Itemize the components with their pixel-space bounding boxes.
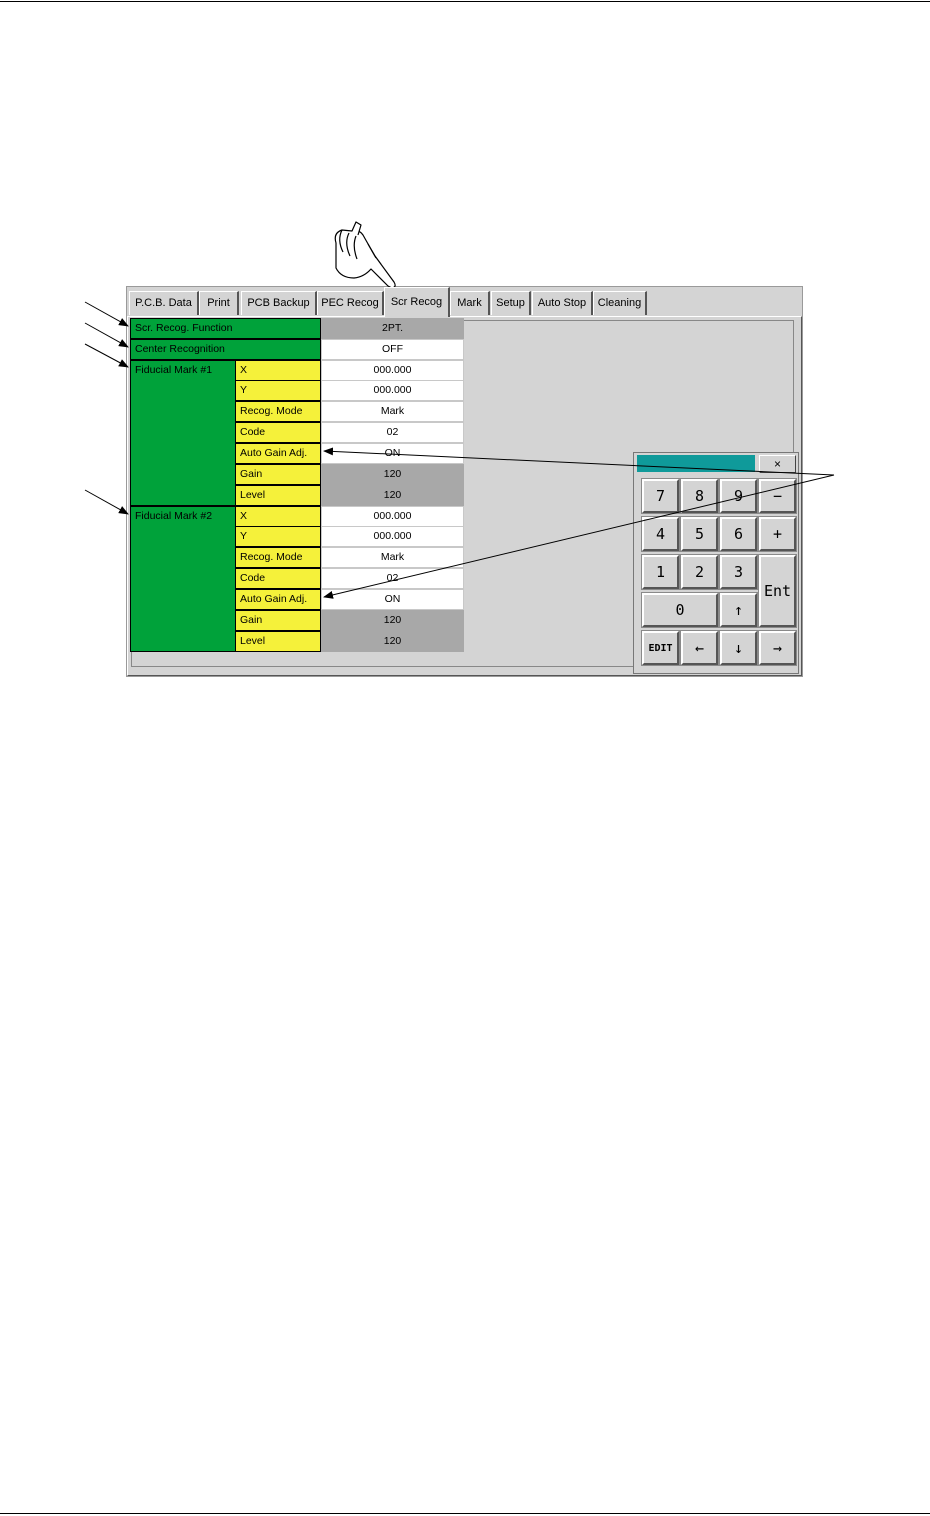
fm2-level-label: Level	[235, 631, 321, 652]
tab-print[interactable]: Print	[199, 291, 239, 315]
callout-arrow-scr-recog-function	[85, 302, 128, 326]
tab-cleaning[interactable]: Cleaning	[593, 291, 647, 315]
fm2-y-value[interactable]: 000.000	[321, 526, 464, 547]
center-recognition-label: Center Recognition	[130, 339, 321, 360]
key-minus[interactable]: −	[759, 479, 796, 513]
fm1-level-label: Level	[235, 485, 321, 506]
key-0[interactable]: 0	[642, 593, 718, 627]
callout-arrow-fiducial-mark-2	[85, 490, 128, 514]
fm1-code-value[interactable]: 02	[321, 422, 464, 443]
center-recognition-value[interactable]: OFF	[321, 339, 464, 360]
tab-setup[interactable]: Setup	[491, 291, 531, 315]
tab-pec-recog[interactable]: PEC Recog	[317, 291, 384, 315]
fm2-recog-mode-value[interactable]: Mark	[321, 547, 464, 568]
fm1-gain-value[interactable]: 120	[321, 464, 464, 485]
tab-auto-stop[interactable]: Auto Stop	[532, 291, 593, 315]
pointing-hand-icon	[335, 222, 395, 288]
tab-scr-recog[interactable]: Scr Recog	[384, 287, 450, 317]
tab-mark[interactable]: Mark	[450, 291, 490, 315]
scr-recog-function-value[interactable]: 2PT.	[321, 318, 464, 339]
keypad-title-bar[interactable]	[637, 455, 755, 472]
fm2-level-value[interactable]: 120	[321, 631, 464, 652]
key-2[interactable]: 2	[681, 555, 718, 589]
key-left-arrow[interactable]: ←	[681, 631, 718, 665]
tab-pcb-data[interactable]: P.C.B. Data	[129, 291, 199, 315]
key-enter[interactable]: Ent	[759, 555, 796, 627]
key-plus[interactable]: +	[759, 517, 796, 551]
tab-strip	[127, 287, 802, 317]
key-5[interactable]: 5	[681, 517, 718, 551]
fm1-gain-label: Gain	[235, 464, 321, 485]
key-4[interactable]: 4	[642, 517, 679, 551]
fm2-code-value[interactable]: 02	[321, 568, 464, 589]
fm1-y-label: Y	[235, 380, 321, 401]
tab-pcb-backup[interactable]: PCB Backup	[241, 291, 317, 315]
key-right-arrow[interactable]: →	[759, 631, 796, 665]
fm2-x-value[interactable]: 000.000	[321, 506, 464, 527]
fiducial-mark-1-label: Fiducial Mark #1	[130, 360, 236, 506]
numeric-keypad	[633, 452, 799, 674]
top-rule	[0, 1, 930, 2]
fm2-gain-label: Gain	[235, 610, 321, 631]
key-9[interactable]: 9	[720, 479, 757, 513]
fm1-y-value[interactable]: 000.000	[321, 380, 464, 401]
fm2-recog-mode-label: Recog. Mode	[235, 547, 321, 568]
callout-arrow-fiducial-mark-1	[85, 344, 128, 367]
fm1-recog-mode-value[interactable]: Mark	[321, 401, 464, 422]
key-8[interactable]: 8	[681, 479, 718, 513]
key-up-arrow[interactable]: ↑	[720, 593, 757, 627]
fm2-code-label: Code	[235, 568, 321, 589]
fm1-auto-gain-value[interactable]: ON	[321, 443, 464, 464]
callout-arrow-center-recognition	[85, 323, 128, 347]
fm1-recog-mode-label: Recog. Mode	[235, 401, 321, 422]
key-1[interactable]: 1	[642, 555, 679, 589]
fm1-code-label: Code	[235, 422, 321, 443]
fm2-x-label: X	[235, 506, 321, 527]
bottom-rule	[0, 1513, 930, 1514]
key-6[interactable]: 6	[720, 517, 757, 551]
fiducial-mark-2-label: Fiducial Mark #2	[130, 506, 236, 652]
fm2-auto-gain-value[interactable]: ON	[321, 589, 464, 610]
key-down-arrow[interactable]: ↓	[720, 631, 757, 665]
fm1-auto-gain-label: Auto Gain Adj.	[235, 443, 321, 464]
key-3[interactable]: 3	[720, 555, 757, 589]
key-edit[interactable]: EDIT	[642, 631, 679, 665]
fm2-y-label: Y	[235, 526, 321, 547]
fm2-gain-value[interactable]: 120	[321, 610, 464, 631]
fm1-x-value[interactable]: 000.000	[321, 360, 464, 381]
fm2-auto-gain-label: Auto Gain Adj.	[235, 589, 321, 610]
keypad-close-button[interactable]: ×	[759, 455, 796, 473]
key-7[interactable]: 7	[642, 479, 679, 513]
scr-recog-function-label: Scr. Recog. Function	[130, 318, 321, 339]
fm1-level-value[interactable]: 120	[321, 485, 464, 506]
fm1-x-label: X	[235, 360, 321, 381]
